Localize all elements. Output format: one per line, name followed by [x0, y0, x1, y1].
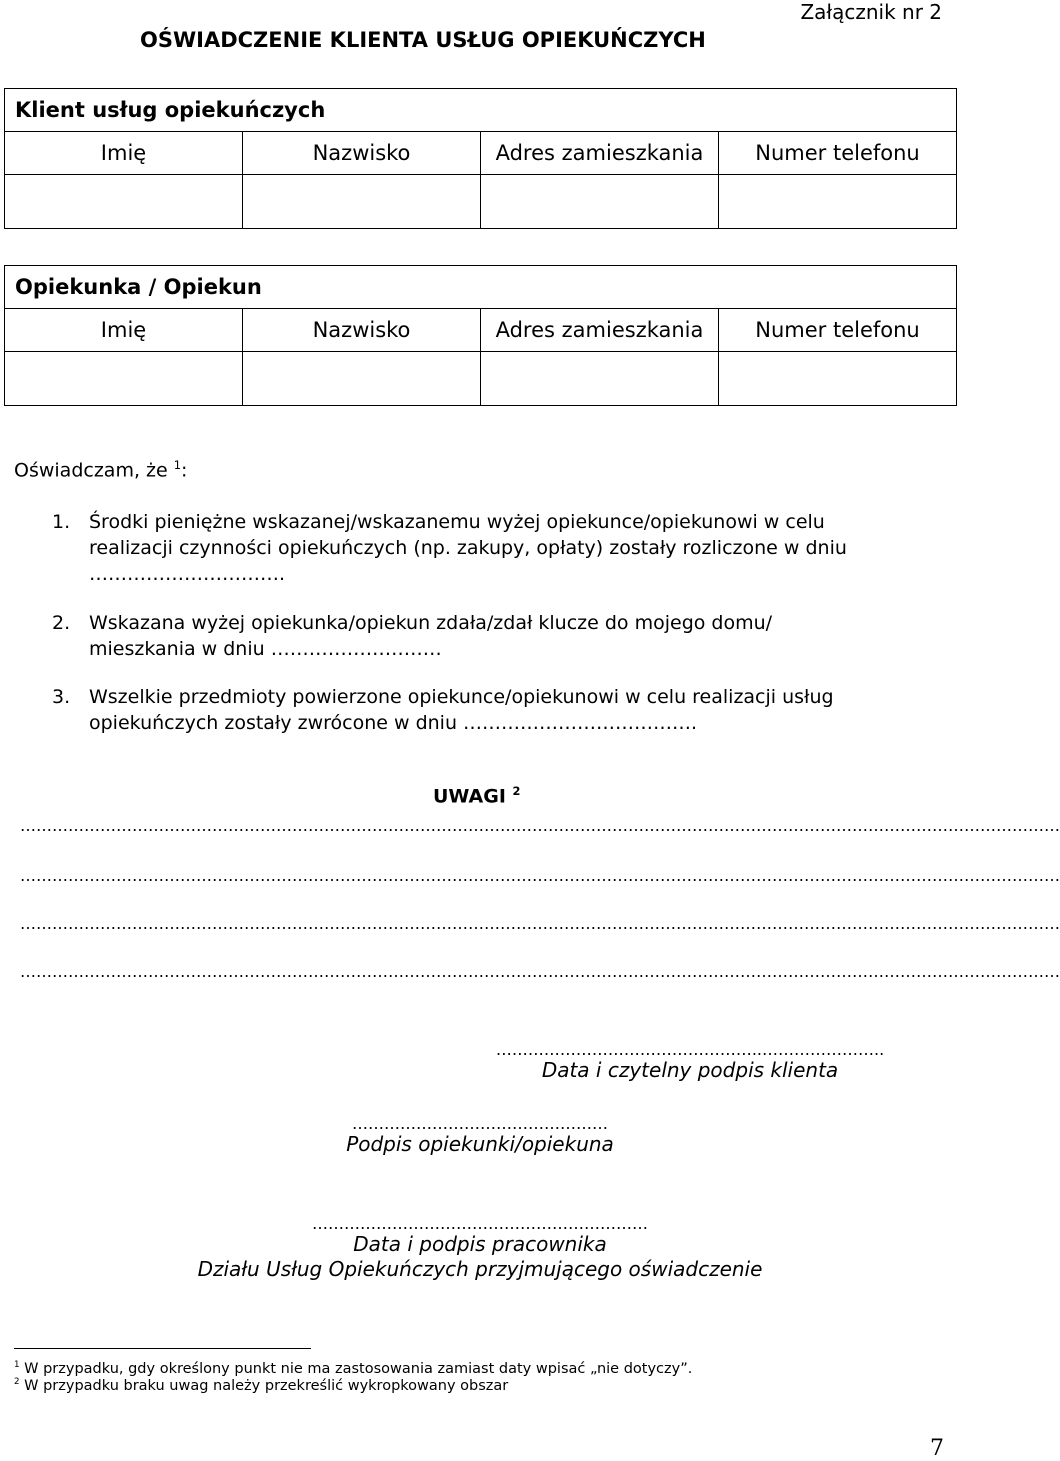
caregiver-col-phone: Numer telefonu: [719, 309, 957, 352]
item-date-blank[interactable]: ………………………….: [89, 563, 286, 585]
item-line: Środki pieniężne wskazanej/wskazanemu wyżej opiekunce/opiekunowi w celu: [89, 511, 825, 533]
client-phone-field[interactable]: [719, 175, 957, 229]
footnote-mark: 2: [14, 1377, 20, 1387]
footnote-ref-1: 1: [173, 458, 181, 472]
caregiver-col-address: Adres zamieszkania: [481, 309, 719, 352]
client-col-phone: Numer telefonu: [719, 132, 957, 175]
client-signature-line[interactable]: …………………………………………..…………………..: [495, 1040, 885, 1059]
item-line[interactable]: opiekuńczych zostały zwrócone w dniu ……………………………….: [89, 712, 698, 734]
client-address-field[interactable]: [481, 175, 719, 229]
worker-signature-label: Data i podpis pracownika: [353, 1232, 607, 1256]
footnote-divider: [14, 1348, 311, 1349]
worker-signature-line[interactable]: ………………………………………………………: [312, 1214, 648, 1233]
client-col-address: Adres zamieszkania: [481, 132, 719, 175]
item-number: 3.: [52, 686, 71, 708]
caregiver-address-field[interactable]: [481, 352, 719, 406]
footnote-mark: 1: [14, 1360, 20, 1370]
item-line: Wszelkie przedmioty powierzone opiekunce/opiekunowi w celu realizacji usług: [89, 686, 834, 708]
client-first-name-field[interactable]: [5, 175, 243, 229]
remarks-heading: [433, 784, 520, 807]
footnote-2: [14, 1377, 508, 1394]
client-col-first-name: Imię: [5, 132, 243, 175]
remarks-line[interactable]: ……………………………………………………………………………………………………………………………………………………………………………: [20, 816, 1060, 835]
caregiver-table-heading: Opiekunka / Opiekun: [5, 266, 957, 309]
caregiver-phone-field[interactable]: [719, 352, 957, 406]
item-line: realizacji czynności opiekuńczych (np. zakupy, opłaty) zostały rozliczone w dniu: [89, 537, 847, 559]
client-last-name-field[interactable]: [243, 175, 481, 229]
footnote-text: W przypadku, gdy określony punkt nie ma zastosowania zamiast daty wpisać „nie dotyczy”.: [24, 1360, 693, 1377]
client-col-last-name: Nazwisko: [243, 132, 481, 175]
client-signature-label: Data i czytelny podpis klienta: [541, 1058, 839, 1082]
caregiver-first-name-field[interactable]: [5, 352, 243, 406]
item-line[interactable]: mieszkania w dniu ………………………: [89, 638, 442, 660]
caregiver-signature-line[interactable]: …………………………………………: [352, 1114, 608, 1133]
caregiver-col-first-name: Imię: [5, 309, 243, 352]
remarks-line[interactable]: ……………………………………………………………………………………………………………………………………………………………………………: [20, 866, 1060, 885]
statement-intro-text: Oświadczam, że: [14, 459, 168, 482]
remarks-line[interactable]: ……………………………………………………………………………………………………………………………………………………………………………: [20, 914, 1060, 933]
item-number: 1.: [52, 511, 71, 533]
item-number: 2.: [52, 612, 71, 634]
worker-department-label: Działu Usług Opiekuńczych przyjmującego oświadczenie: [197, 1257, 763, 1281]
caregiver-last-name-field[interactable]: [243, 352, 481, 406]
item-line: Wskazana wyżej opiekunka/opiekun zdała/zdał klucze do mojego domu/: [89, 612, 773, 634]
caregiver-col-last-name: Nazwisko: [243, 309, 481, 352]
remarks-line[interactable]: ……………………………………………………………………………………………………………………………………………………………………………: [20, 962, 1060, 981]
footnote-text: W przypadku braku uwag należy przekreślić wykropkowany obszar: [24, 1377, 509, 1394]
caregiver-signature-label: Podpis opiekunki/opiekuna: [346, 1132, 614, 1156]
client-table: [4, 88, 957, 229]
statement-intro: [14, 458, 187, 481]
client-table-heading: Klient usług opiekuńczych: [5, 89, 957, 132]
caregiver-table: [4, 265, 957, 406]
remarks-label: UWAGI: [433, 785, 506, 808]
footnote-ref-2: 2: [512, 784, 521, 798]
page-number: 7: [930, 1436, 944, 1461]
document-title: OŚWIADCZENIE KLIENTA USŁUG OPIEKUŃCZYCH: [140, 28, 706, 52]
annex-label: Załącznik nr 2: [800, 0, 942, 24]
footnote-1: [14, 1360, 692, 1377]
statement-intro-colon: :: [181, 459, 188, 482]
